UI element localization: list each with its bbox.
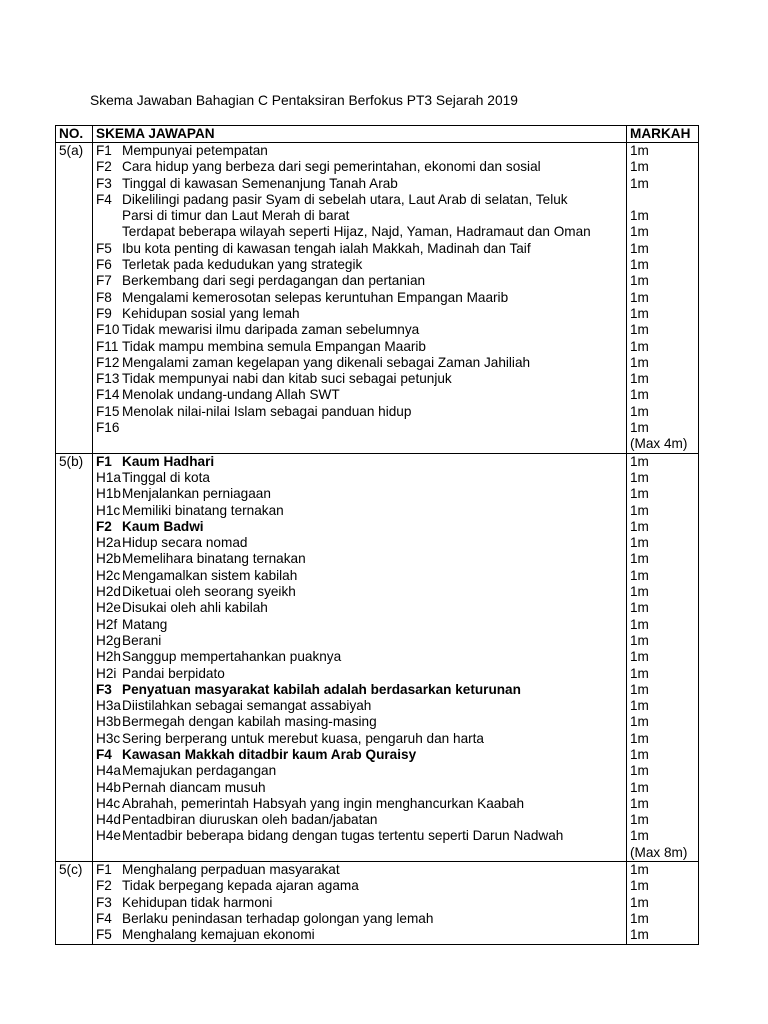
scheme-line	[96, 273, 626, 289]
mark-value: 1m	[630, 812, 649, 828]
criterion-text: Kaum Hadhari	[122, 453, 215, 469]
scheme-line	[96, 143, 626, 159]
mark-value: 1m	[630, 387, 649, 403]
scheme-line	[96, 371, 626, 387]
mark-value: 1m	[630, 616, 649, 632]
criterion-code: F15	[96, 403, 120, 419]
criterion-code: F9	[96, 305, 112, 321]
table-body	[56, 143, 699, 945]
scheme-line	[96, 878, 626, 894]
mark-value: 1m	[630, 224, 649, 240]
mark-value: 1m	[630, 420, 649, 436]
scheme-line	[96, 486, 626, 502]
criterion-code: H2g	[96, 632, 121, 648]
criterion-text: Bermegah dengan kabilah masing-masing	[122, 714, 377, 730]
scheme-line	[96, 780, 626, 796]
criterion-text: Menghalang kemajuan ekonomi	[122, 927, 315, 943]
criterion-text: Tidak mempunyai nabi dan kitab suci sebagai petunjuk	[122, 371, 452, 387]
criterion-text: Disukai oleh ahli kabilah	[122, 600, 268, 616]
scheme-line	[96, 339, 626, 355]
criterion-code: H3b	[96, 714, 121, 730]
criterion-text: Terdapat beberapa wilayah seperti Hijaz, Najd, Yaman, Hadramaut dan Oman	[122, 224, 591, 240]
scheme-line	[96, 812, 626, 828]
criterion-text: Mengamalkan sistem kabilah	[122, 567, 298, 583]
scheme-line-continuation: Parsi di timur dan Laut Merah di barat	[122, 208, 350, 224]
mark-value: 1m	[630, 354, 649, 370]
criterion-text: Ibu kota penting di kawasan tengah ialah Makkah, Madinah dan Taif	[122, 240, 531, 256]
mark-value: 1m	[630, 175, 649, 191]
mark-value: 1m	[630, 779, 649, 795]
scheme-line	[96, 519, 626, 535]
criterion-code: H2d	[96, 584, 121, 600]
scheme-line	[96, 535, 626, 551]
criterion-code: H2b	[96, 551, 121, 567]
criterion-text: Menolak nilai-nilai Islam sebagai panduan hidup	[122, 403, 412, 419]
mark-value: 1m	[630, 795, 649, 811]
scheme-line	[96, 404, 626, 420]
criterion-code: F5	[96, 927, 112, 943]
answer-scheme-table	[55, 125, 699, 945]
scheme-line	[96, 290, 626, 306]
criterion-text: Kehidupan sosial yang lemah	[122, 305, 300, 321]
mark-value: 1m	[630, 698, 649, 714]
scheme-line	[96, 911, 626, 927]
criterion-text: Memajukan perdagangan	[122, 763, 277, 779]
mark-value: 1m	[630, 403, 649, 419]
marks-spacer	[630, 192, 698, 208]
criterion-text: Mengalami kemerosotan selepas keruntuhan Empangan Maarib	[122, 289, 509, 305]
question-row	[56, 453, 699, 861]
criterion-code: F11	[96, 338, 119, 354]
scheme-line	[96, 454, 626, 470]
criterion-text: Dikelilingi padang pasir Syam di sebelah utara, Laut Arab di selatan, Teluk	[122, 191, 568, 207]
scheme-line	[96, 387, 626, 403]
criterion-text: Pernah diancam musuh	[122, 779, 266, 795]
scheme-cell	[93, 143, 627, 454]
criterion-code: H1a	[96, 469, 121, 485]
header-no: NO.	[56, 126, 93, 143]
criterion-text: Pentadbiran diuruskan oleh badan/jabatan	[122, 812, 378, 828]
criterion-code: H2c	[96, 567, 121, 583]
criterion-text: Memelihara binatang ternakan	[122, 551, 306, 567]
criterion-text: Mempunyai petempatan	[122, 143, 268, 158]
mark-value: 1m	[630, 632, 649, 648]
criterion-code: F1	[96, 862, 112, 878]
criterion-text: Terletak pada kedudukan yang strategik	[122, 257, 363, 273]
scheme-line	[96, 862, 626, 878]
criterion-text: Kawasan Makkah ditadbir kaum Arab Quraisy	[122, 746, 417, 762]
scheme-line	[96, 828, 626, 844]
marks-cell	[627, 143, 699, 454]
scheme-line	[96, 796, 626, 812]
scheme-line	[96, 306, 626, 322]
mark-value: 1m	[630, 371, 649, 387]
criterion-code: F6	[96, 257, 112, 273]
mark-value: 1m	[630, 746, 649, 762]
criterion-text: Memiliki binatang ternakan	[122, 502, 284, 518]
criterion-code: F4	[96, 191, 112, 207]
criterion-text: Cara hidup yang berbeza dari segi pemerintahan, ekonomi dan sosial	[122, 159, 541, 175]
scheme-line	[96, 551, 626, 567]
scheme-line	[96, 682, 626, 698]
question-row	[56, 143, 699, 454]
mark-value: 1m	[630, 289, 649, 305]
criterion-text: Menghalang perpaduan masyarakat	[122, 862, 340, 878]
mark-value: 1m	[630, 910, 649, 926]
scheme-line	[96, 420, 626, 436]
mark-value: 1m	[630, 665, 649, 681]
mark-value: 1m	[630, 567, 649, 583]
criterion-code: H4c	[96, 795, 121, 811]
criterion-code: H2i	[96, 665, 117, 681]
mark-value: 1m	[630, 584, 649, 600]
scheme-line	[96, 584, 626, 600]
criterion-code: H4d	[96, 812, 121, 828]
criterion-code: H4e	[96, 828, 121, 844]
mark-value: 1m	[630, 240, 649, 256]
criterion-text: Tidak berpegang kepada ajaran agama	[122, 878, 359, 894]
marks-cell	[627, 862, 699, 944]
criterion-text: Tidak mewarisi ilmu daripada zaman sebelumnya	[122, 322, 420, 338]
scheme-line	[96, 617, 626, 633]
mark-value: 1m	[630, 927, 649, 943]
criterion-text: Hidup secara nomad	[122, 535, 248, 551]
criterion-code: F1	[96, 143, 112, 158]
criterion-text: Menjalankan perniagaan	[122, 486, 271, 502]
criterion-text: Diistilahkan sebagai semangat assabiyah	[122, 698, 372, 714]
scheme-line	[96, 568, 626, 584]
table-header-row	[56, 126, 699, 143]
scheme-line	[96, 257, 626, 273]
mark-value: 1m	[630, 730, 649, 746]
criterion-text: Sering berperang untuk merebut kuasa, pengaruh dan harta	[122, 730, 484, 746]
criterion-code: H2a	[96, 535, 121, 551]
mark-value: 1m	[630, 649, 649, 665]
criterion-code: F3	[96, 175, 112, 191]
scheme-line	[96, 322, 626, 338]
scheme-line	[96, 224, 626, 240]
criterion-code: H2f	[96, 616, 118, 632]
criterion-code: H1c	[96, 502, 121, 518]
criterion-code: H4b	[96, 779, 121, 795]
criterion-text: Berlaku penindasan terhadap golongan yang lemah	[122, 910, 434, 926]
criterion-code: F3	[96, 894, 112, 910]
criterion-code: H3c	[96, 730, 121, 746]
criterion-text: Kaum Badwi	[122, 518, 204, 534]
scheme-line	[96, 470, 626, 486]
criterion-code: F10	[96, 322, 120, 338]
criterion-code: F3	[96, 681, 112, 697]
mark-value: 1m	[630, 469, 649, 485]
scheme-line	[96, 714, 626, 730]
mark-value: 1m	[630, 894, 649, 910]
header-marks: MARKAH	[627, 126, 699, 143]
mark-value: 1m	[630, 305, 649, 321]
scheme-line	[96, 649, 626, 665]
mark-value: 1m	[630, 828, 649, 844]
question-number: 5(b)	[56, 453, 93, 861]
scheme-line	[96, 241, 626, 257]
criterion-text: Abrahah, pemerintah Habsyah yang ingin menghancurkan Kaabah	[122, 795, 525, 811]
criterion-code: F8	[96, 289, 112, 305]
scheme-line	[96, 698, 626, 714]
criterion-text: Matang	[122, 616, 168, 632]
criterion-code: H2h	[96, 649, 121, 665]
scheme-line	[96, 633, 626, 649]
mark-value: 1m	[630, 862, 649, 878]
mark-value: 1m	[630, 453, 649, 469]
criterion-text: Tinggal di kawasan Semenanjung Tanah Arab	[122, 175, 398, 191]
criterion-text: Pandai berpidato	[122, 665, 225, 681]
scheme-line	[96, 747, 626, 763]
mark-value: 1m	[630, 681, 649, 697]
scheme-line	[96, 503, 626, 519]
document-title: Skema Jawaban Bahagian C Pentaksiran Berfokus PT3 Sejarah 2019	[90, 93, 518, 108]
mark-value: 1m	[630, 486, 649, 502]
criterion-code: F7	[96, 273, 112, 289]
mark-value: 1m	[630, 878, 649, 894]
scheme-line	[96, 192, 626, 208]
mark-value: 1m	[630, 714, 649, 730]
criterion-code: F1	[96, 453, 112, 469]
criterion-text: Mentadbir beberapa bidang dengan tugas tertentu seperti Darun Nadwah	[122, 828, 564, 844]
criterion-code: F16	[96, 420, 120, 436]
criterion-code: H3a	[96, 698, 121, 714]
criterion-text: Sanggup mempertahankan puaknya	[122, 649, 342, 665]
mark-value: 1m	[630, 551, 649, 567]
criterion-code: H2e	[96, 600, 121, 616]
criterion-code: F2	[96, 518, 112, 534]
scheme-line	[96, 600, 626, 616]
question-number: 5(c)	[56, 862, 93, 944]
criterion-text: Menolak undang-undang Allah SWT	[122, 387, 340, 403]
scheme-cell	[93, 862, 627, 944]
scheme-line	[96, 666, 626, 682]
criterion-code: F2	[96, 159, 112, 175]
criterion-text: Berani	[122, 632, 162, 648]
header-scheme: SKEMA JAWAPAN	[93, 126, 627, 143]
max-marks: (Max 8m)	[630, 844, 688, 860]
mark-value: 1m	[630, 143, 649, 158]
marks-cell	[627, 453, 699, 861]
mark-value: 1m	[630, 600, 649, 616]
question-row	[56, 862, 699, 944]
mark-value: 1m	[630, 518, 649, 534]
criterion-text: Mengalami zaman kegelapan yang dikenali sebagai Zaman Jahiliah	[122, 354, 531, 370]
mark-value: 1m	[630, 763, 649, 779]
scheme-line	[96, 176, 626, 192]
criterion-code: F14	[96, 387, 120, 403]
criterion-text: Berkembang dari segi perdagangan dan pertanian	[122, 273, 426, 289]
criterion-code: F2	[96, 878, 112, 894]
mark-value: 1m	[630, 338, 649, 354]
criterion-code: H4a	[96, 763, 121, 779]
criterion-code: H1b	[96, 486, 121, 502]
criterion-code: F13	[96, 371, 120, 387]
criterion-text: Tinggal di kota	[122, 469, 210, 485]
mark-value: 1m	[630, 159, 649, 175]
scheme-line	[96, 927, 626, 943]
mark-value: 1m	[630, 208, 649, 224]
mark-value: 1m	[630, 322, 649, 338]
mark-value: 1m	[630, 535, 649, 551]
question-number: 5(a)	[56, 143, 93, 454]
scheme-line	[96, 355, 626, 371]
criterion-text: Tidak mampu membina semula Empangan Maarib	[122, 338, 426, 354]
criterion-text: Kehidupan tidak harmoni	[122, 894, 273, 910]
scheme-line	[96, 159, 626, 175]
scheme-line	[96, 895, 626, 911]
scheme-line	[96, 763, 626, 779]
mark-value: 1m	[630, 273, 649, 289]
criterion-code: F4	[96, 746, 112, 762]
scheme-cell	[93, 453, 627, 861]
criterion-code: F12	[96, 354, 120, 370]
criterion-text: Penyatuan masyarakat kabilah adalah berdasarkan keturunan	[122, 681, 521, 697]
criterion-text: Diketuai oleh seorang syeikh	[122, 584, 296, 600]
scheme-line	[96, 731, 626, 747]
mark-value: 1m	[630, 257, 649, 273]
mark-value: 1m	[630, 502, 649, 518]
max-marks: (Max 4m)	[630, 436, 688, 452]
criterion-code: F5	[96, 240, 112, 256]
criterion-code: F4	[96, 910, 112, 926]
